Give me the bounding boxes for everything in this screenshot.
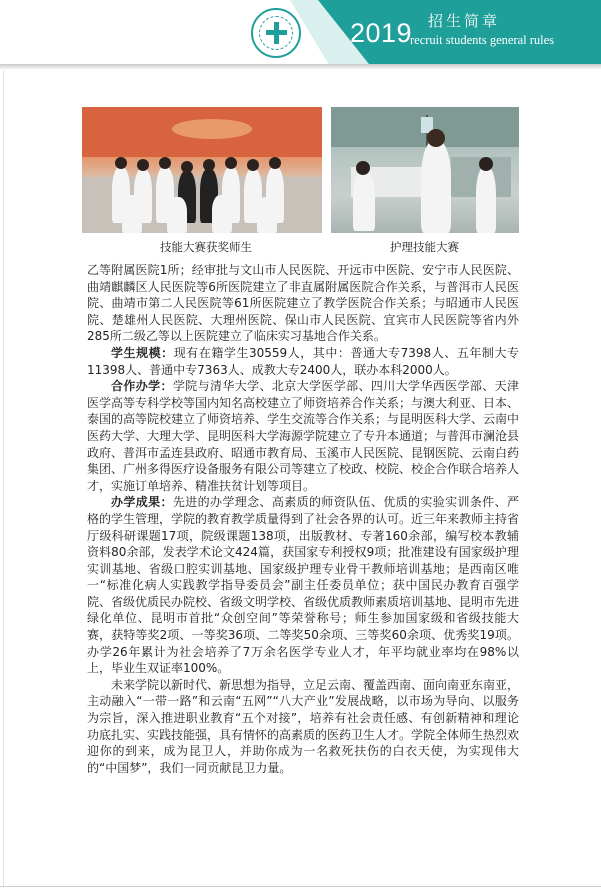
results-paragraph bbox=[87, 494, 519, 677]
coop-text: 学院与清华大学、北京大学医学部、四川大学华西医学部、天津医学高等专科学校等国内知名高校建立了师资培养合作关系；与澳大利亚、日本、泰国的高等院校建立了师资培养、学生交流等合作关系；与昆明医科大学、云南中医药大学、大理大学、昆明医科大学海源学院建立了专升本通道；与普洱市澜沧县政府、普洱市孟连县政府、昭通市教育局、玉溪市人民医院、昆钢医院、云南白药集团、广州多得医疗设备服务有限公司等建立了校政、校院、校企合作联合培养人才，实施订单培养、精准扶贫计划等项目。 bbox=[87, 379, 520, 493]
header-title-cn: 招生简章 bbox=[428, 12, 501, 30]
photo-caption: 护理技能大赛 bbox=[390, 240, 459, 254]
results-label: 办学成果： bbox=[111, 495, 173, 510]
page-header bbox=[0, 0, 601, 72]
photo-caption: 技能大赛获奖师生 bbox=[160, 240, 252, 254]
coop-label: 合作办学： bbox=[111, 379, 173, 394]
future-paragraph: 未来学院以新时代、新思想为指导，立足云南、覆盖西南、面向南亚东南亚，主动融入“一带一路”和云南“五网”“八大产业”发展战略，以市场为导向、以服务为宗旨，深入推进职业教育“五个对接”，培养有社会责任感、有创新精神和理论功底扎实、实践技能强，具有情怀的高素质的医药卫生人才。学院全体师生热烈欢迎你的到来，成为昆卫人，并助你成为一名救死扶伤的白衣天使，为实现伟大的“中国梦”，我们一同贡献昆卫力量。 bbox=[87, 677, 520, 775]
scale-label: 学生规模： bbox=[111, 345, 174, 360]
intro-paragraph: 乙等附属医院1所；经审批与文山市人民医院、开远市中医院、安宁市人民医院、曲靖麒麟区人民医院等6所医院建立了非直属附属医院合作关系，与普洱市人民医院、曲靖市第二人民医院等61所医院建立了教学医院合作关系；与昭通市人民医院、楚雄州人民医院、大理州医院、保山市人民医院、宜宾市人民医院等省内外285所二级乙等以上医院建立了临床实习基地合作关系。 bbox=[87, 263, 519, 344]
scale-text: 现有在籍学生30559人，其中：普通大专7398人、五年制大专11398人、普通中专7363人、成教大专2400人，联办本科2000人。 bbox=[87, 345, 519, 377]
results-text: 先进的办学理念、高素质的师资队伍、优质的实验实训条件、严格的学生管理，学院的教育教学质量得到了社会各界的认可。近三年来教师主持省厅级科研课题17项，院级课题138项，出版教材、专著160余部，编写校本教辅资料80余部，发表学术论文424篇，获国家专利授权9项；批准建设有国家级护理实训基地、省级口腔实训基地、国家级护理专业骨干教师培训基地；是西南区唯一“标准化病人实践教学指导委员会”副主任委员单位；获中国民办教育百强学院、省级优质民办院校、省级文明学校、省级优质教师素质培训基地、昆明市先进绿化单位、昆明市首批“众创空间”等荣誉称号；师生参加国家级和省级技能大赛，获特等奖2项、一等奖36项、二等奖50余项、三等奖60余项、优秀奖19项。办学26年累计为社会培养了7万余名医学专业人才，年平均就业率均在98%以上，毕业生双证率100%。 bbox=[87, 495, 520, 676]
body-text bbox=[87, 262, 519, 776]
bottom-rule bbox=[0, 886, 601, 887]
side-rule bbox=[3, 70, 4, 886]
photo-nursing-competition bbox=[331, 107, 519, 233]
coop-paragraph bbox=[87, 378, 519, 494]
scale-paragraph bbox=[87, 345, 519, 378]
school-emblem-icon bbox=[251, 8, 301, 58]
photo-award-winners bbox=[82, 107, 322, 233]
header-year: 2019 bbox=[350, 18, 413, 48]
header-shadow bbox=[0, 64, 601, 70]
header-title-en: recruit students general rules bbox=[410, 33, 555, 47]
